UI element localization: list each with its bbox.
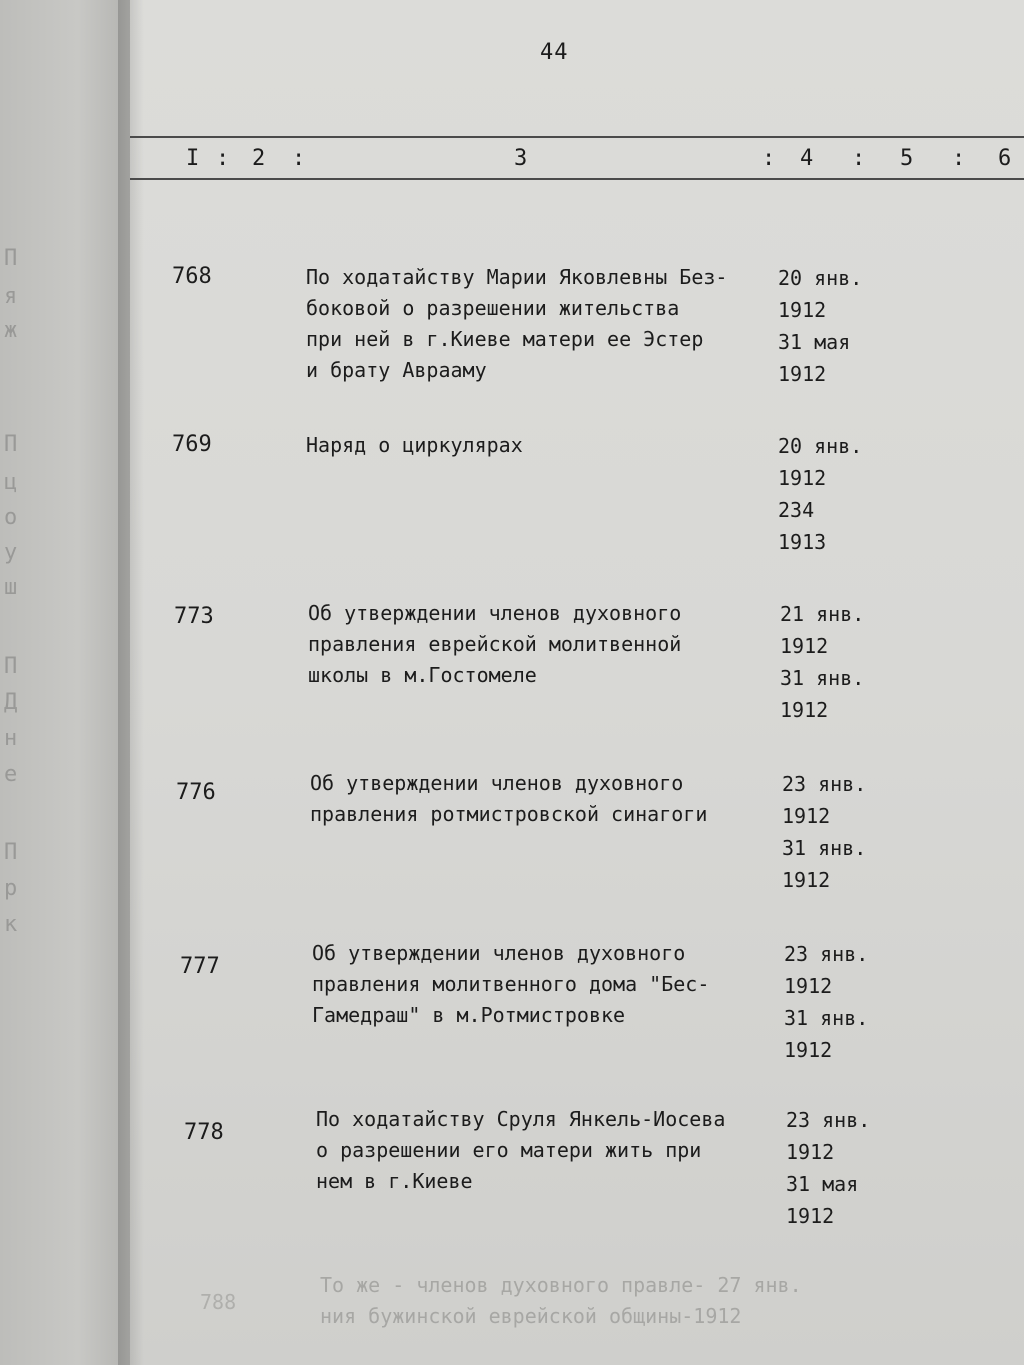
description-line: По ходатайству Марии Яковлевны Без- [306,265,728,289]
page-gutter-shadow [118,0,144,1365]
left-mark: н [4,726,18,751]
description-line: о разрешении его матери жить при [316,1138,702,1162]
column-head-1: I [186,146,200,171]
date-line: 234 [778,498,815,522]
left-mark: ж [4,318,18,343]
left-mark: Д [4,690,18,715]
description-line: нем в г.Киеве [316,1169,473,1193]
page-number: 44 [540,40,569,65]
date-line: 31 янв. [784,1006,869,1030]
date-line: 1912 [780,634,829,658]
description-line: правления молитвенного дома "Бес- [312,972,710,996]
record-description [308,598,778,691]
record-dates [784,938,868,1066]
column-head-3: 3 [514,146,528,171]
date-line: 1912 [786,1204,835,1228]
date-line: 1912 [778,362,827,386]
description-line: боковой о разрешении жительства [306,296,680,320]
left-mark: е [4,762,18,787]
record-description [306,430,776,461]
description-line: и брату Аврааму [306,358,487,382]
date-line: 23 янв. [786,1108,871,1132]
record-description [316,1104,786,1197]
left-mark: П [4,654,18,679]
description-line: правления еврейской молитвенной [308,632,682,656]
column-separator: : [216,146,230,171]
date-line: 21 янв. [780,602,865,626]
bleed-through-number: 788 [200,1290,237,1314]
date-line: 1912 [778,466,827,490]
date-line: 1912 [784,974,833,998]
date-line: 1912 [780,698,829,722]
left-mark: ш [4,575,18,600]
record-dates [782,768,866,896]
description-line: правления ротмистровской синагоги [310,802,708,826]
record-number: 778 [184,1120,224,1145]
description-line: Об утверждении членов духовного [308,601,682,625]
left-mark: П [4,246,18,271]
left-mark: ц [4,470,18,495]
bleed-through-line: То же - членов духовного правле- 27 янв. [320,1273,802,1297]
column-separator: : [292,146,306,171]
date-line: 1912 [782,804,831,828]
description-line: школы в м.Гостомеле [308,663,537,687]
description-line: Об утверждении членов духовного [312,941,686,965]
record-number: 776 [176,780,216,805]
date-line: 20 янв. [778,434,863,458]
description-line: при ней в г.Киеве матери ее Эстер [306,327,704,351]
date-line: 20 янв. [778,266,863,290]
record-dates [786,1104,870,1232]
bleed-through-line: ния бужинской еврейской общины-1912 [320,1304,742,1328]
record-number: 769 [172,432,212,457]
left-mark: к [4,912,18,937]
date-line: 31 мая [786,1172,859,1196]
bleed-through-text [320,1270,840,1332]
date-line: 23 янв. [784,942,869,966]
record-description [310,768,780,830]
description-line: По ходатайству Сруля Янкель-Иосева [316,1107,726,1131]
date-line: 31 янв. [780,666,865,690]
date-line: 1913 [778,530,827,554]
column-separator: : [852,146,866,171]
date-line: 31 янв. [782,836,867,860]
date-line: 31 мая [778,330,851,354]
record-number: 768 [172,264,212,289]
record-dates [778,430,862,558]
header-rule-bottom [130,178,1024,180]
column-head-6: 6 [998,146,1012,171]
left-mark: р [4,876,18,901]
left-page-marks [0,0,60,1365]
record-description [312,938,782,1031]
column-head-4: 4 [800,146,814,171]
date-line: 1912 [786,1140,835,1164]
left-mark: П [4,432,18,457]
column-separator: : [762,146,776,171]
left-mark: у [4,540,18,565]
description-line: Об утверждении членов духовного [310,771,684,795]
left-mark: о [4,505,18,530]
record-number: 777 [180,954,220,979]
record-description [306,262,776,386]
date-line: 1912 [784,1038,833,1062]
record-dates [778,262,862,390]
date-line: 1912 [782,868,831,892]
column-head-2: 2 [252,146,266,171]
column-head-5: 5 [900,146,914,171]
left-mark: я [4,284,18,309]
header-rule-top [130,136,1024,138]
date-line: 1912 [778,298,827,322]
left-mark: П [4,840,18,865]
record-dates [780,598,864,726]
description-line: Гамедраш" в м.Ротмистровке [312,1003,626,1027]
date-line: 23 янв. [782,772,867,796]
record-number: 773 [174,604,214,629]
column-separator: : [952,146,966,171]
description-line: Наряд о циркулярах [306,433,523,457]
